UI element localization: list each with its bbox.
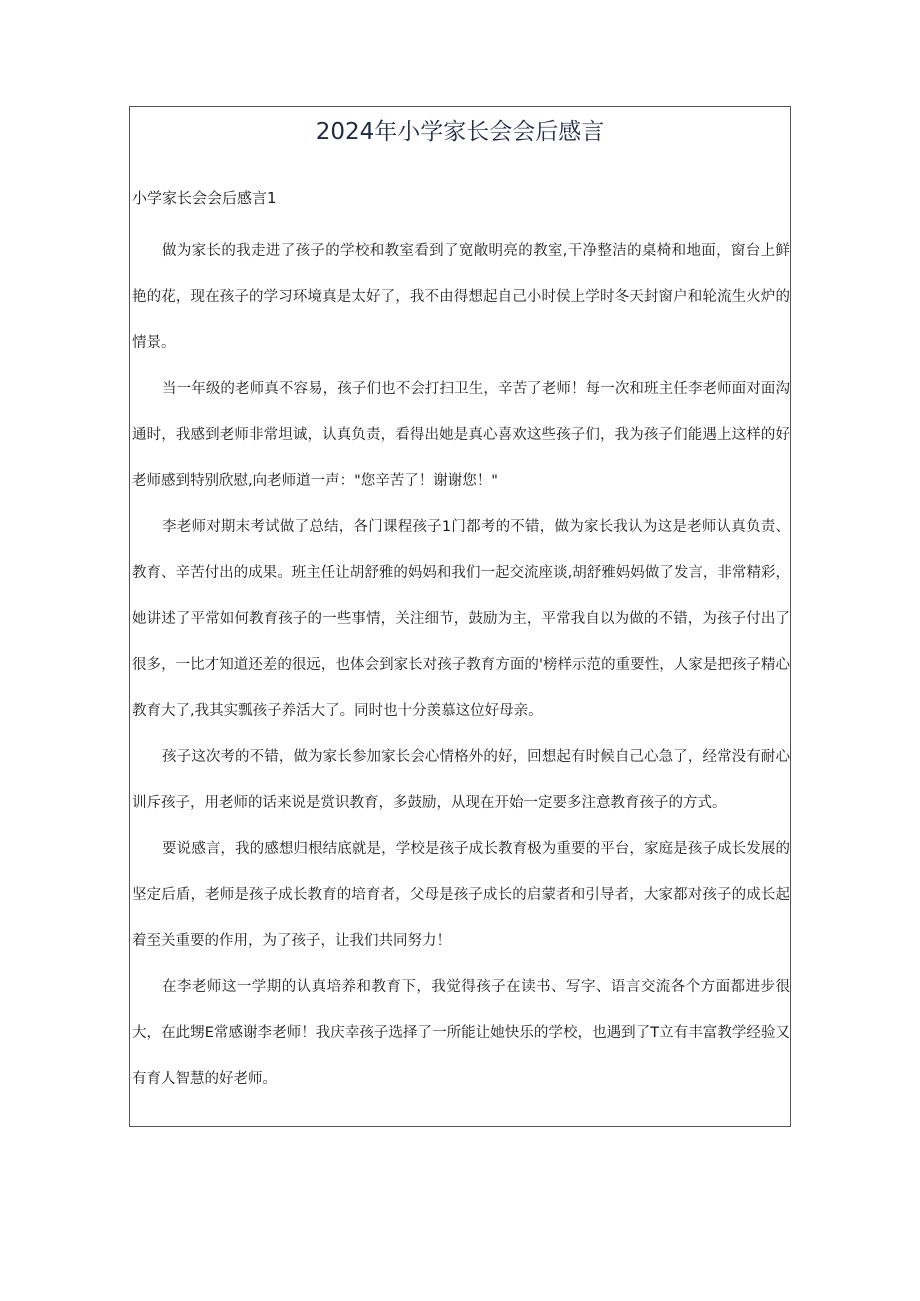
paragraph-1: 做为家长的我走进了孩子的学校和教室看到了宽敞明亮的教室,干净整洁的桌椅和地面，窗台上鲜艳的花，现在孩子的学习环境真是太好了，我不由得想起自己小时侯上学时冬天封窗户和轮流生火炉的情景。 (132, 243, 790, 351)
document-body (132, 228, 790, 1102)
document-title: 2024年小学家长会会后感言 (315, 119, 605, 145)
paragraph-3: 李老师对期末考试做了总结，各门课程孩子1门都考的不错，做为家长我认为这是老师认真负责、教育、辛苦付出的成果。班主任让胡舒雅的妈妈和我们一起交流座谈,胡舒雅妈妈做了发言，非常精彩，她讲述了平常如何教育孩子的一些事情，关注细节，鼓励为主，平常我自以为做的不错，为孩子付出了很多，一比才知道还差的很远，也体会到家长对孩子教育方面的'榜样示范的重要性，人家是把孩子精心教育大了,我其实瓢孩子养活大了。同时也十分羡慕这位好母亲。 (132, 519, 790, 719)
paragraph-4: 孩子这次考的不错，做为家长参加家长会心情格外的好，回想起有时候自己心急了，经常没有耐心训斥孩子，用老师的话来说是赏识教育，多鼓励，从现在开始一定要多注意教育孩子的方式。 (132, 749, 790, 811)
paragraph-6: 在李老师这一学期的认真培养和教育下，我觉得孩子在读书、写字、语言交流各个方面都进步很大，在此甥E常感谢李老师！我庆幸孩子选择了一所能让她快乐的学校，也遇到了T立有丰富教学经验又有育人智慧的好老师。 (132, 979, 790, 1087)
paragraph-5: 要说感言，我的感想归根结底就是，学校是孩子成长教育极为重要的平台，家庭是孩子成长发展的坚定后盾，老师是孩子成长教育的培育者，父母是孩子成长的启蒙者和引导者，大家都对孩子的成长起着至关重要的作用，为了孩子，让我们共同努力！ (132, 841, 790, 949)
section-heading: 小学家长会会后感言1 (132, 189, 277, 207)
paragraph-2: 当一年级的老师真不容易，孩子们也不会打扫卫生，辛苦了老师！每一次和班主任李老师面对面沟通时，我感到老师非常坦诚，认真负责，看得出她是真心喜欢这些孩子们，我为孩子们能遇上这样的好老师感到特别欣慰,向老师道一声："您辛苦了！谢谢您！" (132, 381, 790, 489)
